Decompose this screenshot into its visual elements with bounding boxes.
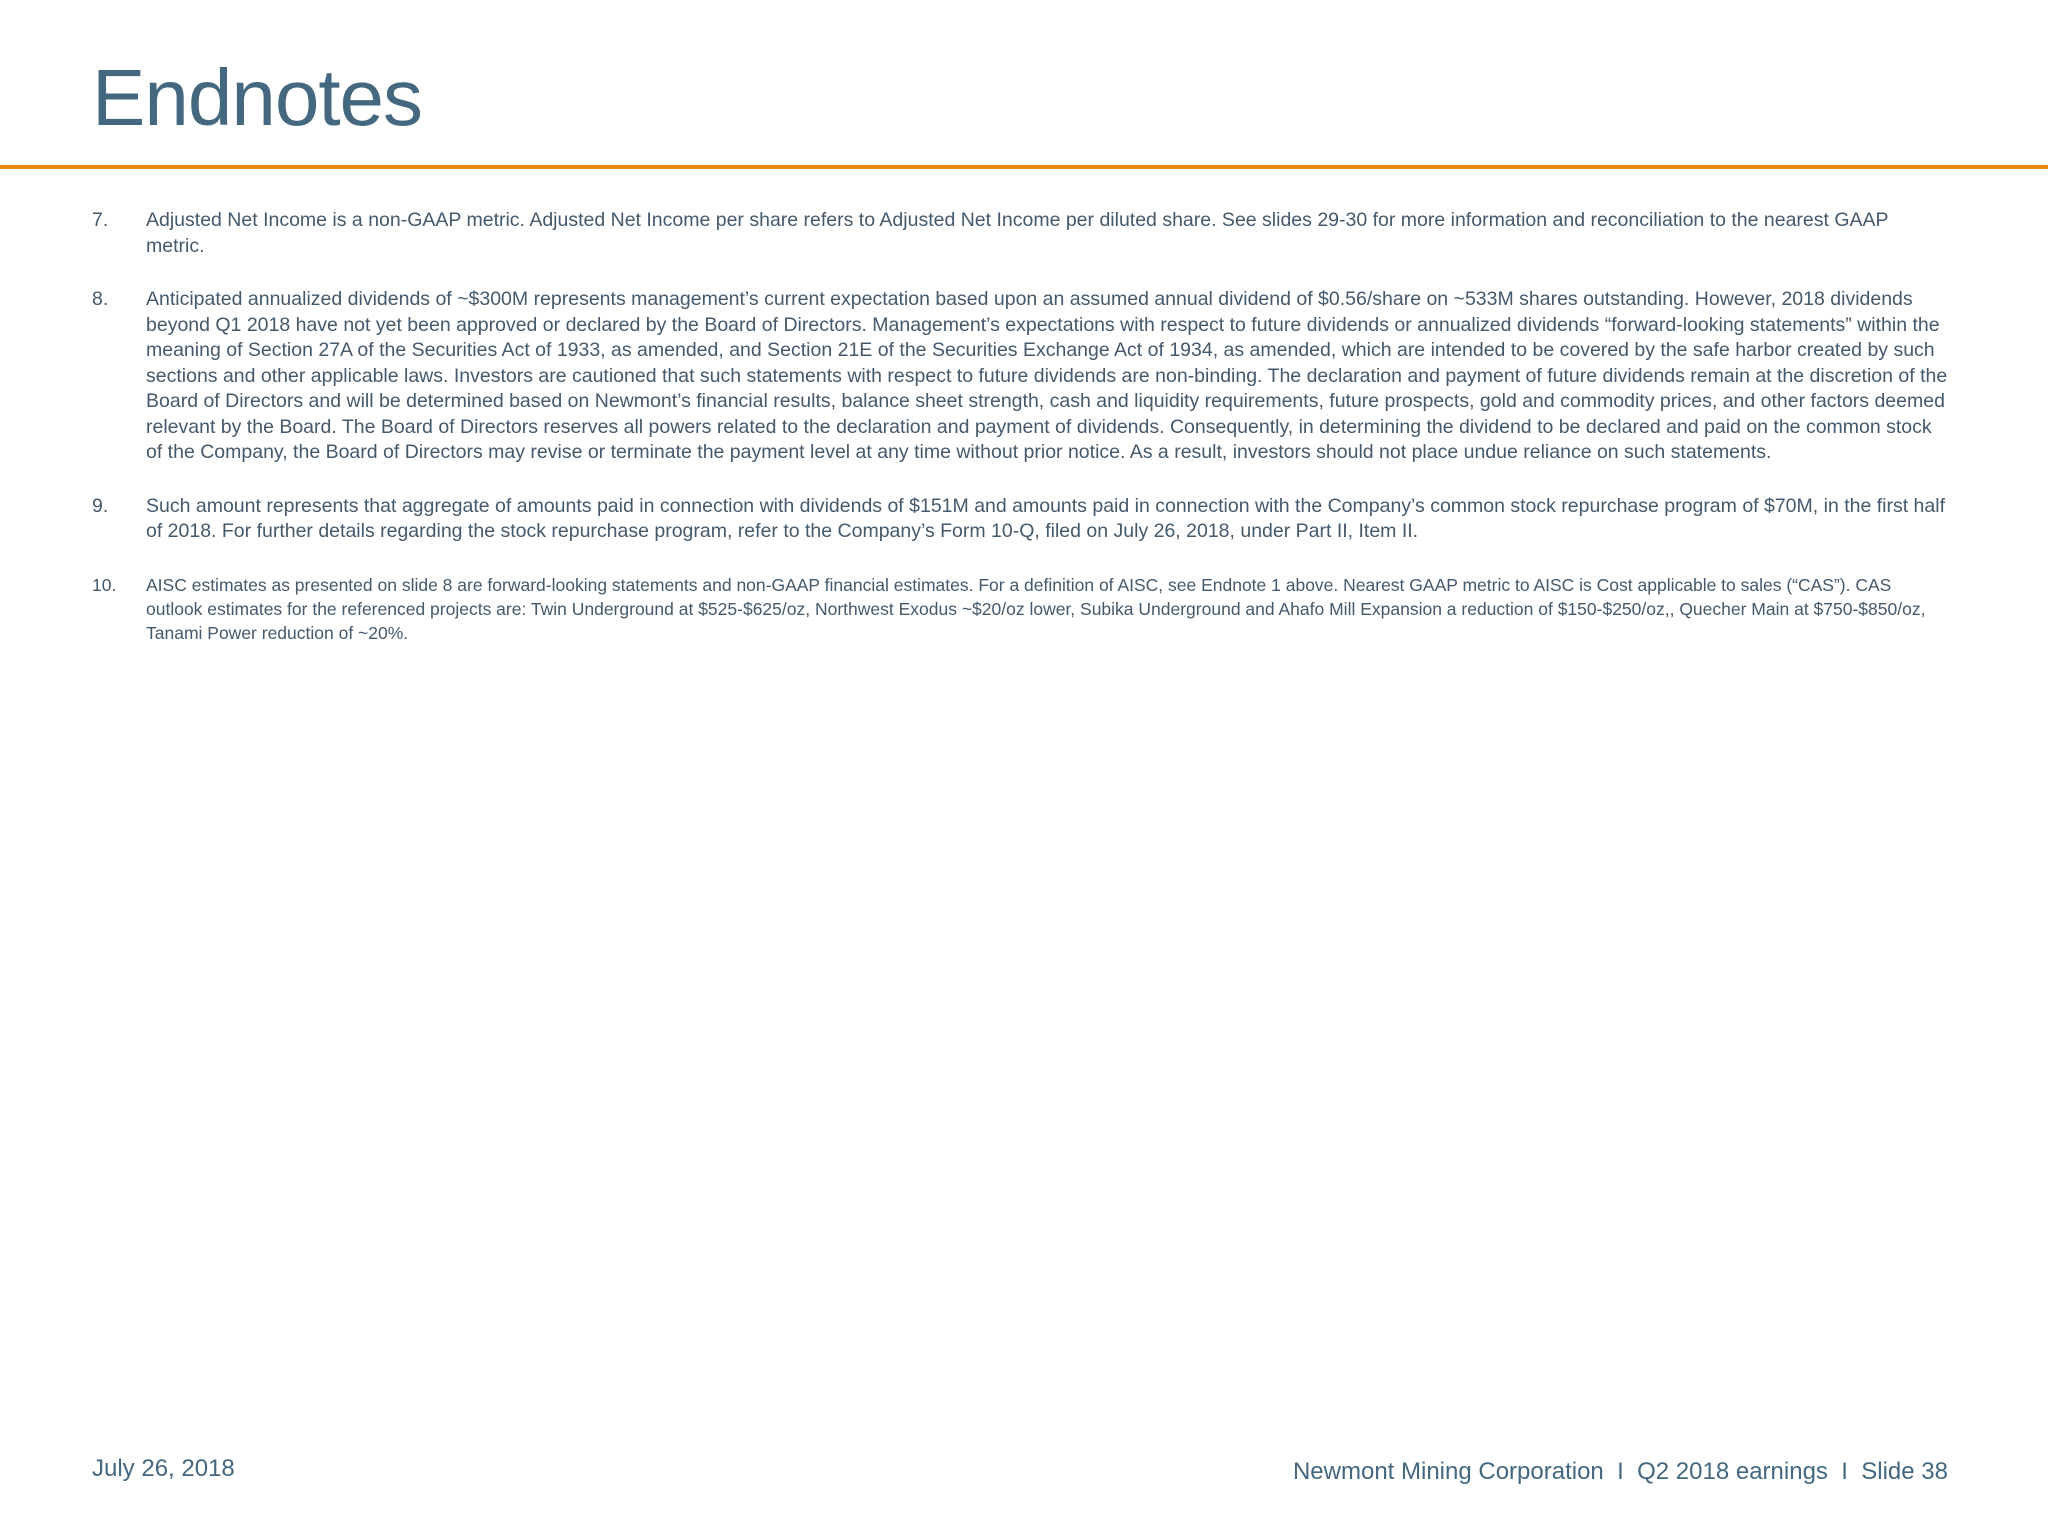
- endnote-text: Adjusted Net Income is a non-GAAP metric. Adjusted Net Income per share refers to Adjusted Net Income per diluted share. See slides 29-30 for more information and reconciliation to the nearest GAAP metric.: [146, 209, 1889, 257]
- title-divider: [0, 165, 2048, 169]
- endnotes-list: [92, 208, 1952, 673]
- endnote-number: 7.: [92, 209, 109, 231]
- page-title: Endnotes: [92, 53, 423, 142]
- endnote-number: 8.: [92, 288, 109, 310]
- footer-date: July 26, 2018: [92, 1455, 235, 1482]
- endnote-text: Such amount represents that aggregate of amounts paid in connection with dividends of $151M and amounts paid in connection with the Company’s common stock repurchase program of $70M, in the first half of 2018. For further details regarding the stock repurchase program, refer to the Company’s Form 10-Q, filed on July 26, 2018, under Part II, Item II.: [146, 494, 1945, 542]
- endnote-7: [92, 208, 1952, 259]
- endnote-text: Anticipated annualized dividends of ~$300M represents management’s current expectation based upon an assumed annual dividend of $0.56/share on ~533M shares outstanding. However, 2018 dividends beyond Q1 2018 have not yet been approved or declared by the Board of Directors. Management’s expectations with respect to future dividends or annualized dividends “forward-looking statements” within the meaning of Section 27A of the Securities Act of 1933, as amended, and Section 21E of the Securities Exchange Act of 1934, as amended, which are intended to be covered by the safe harbor created by such sections and other applicable laws. Investors are cautioned that such statements with respect to future dividends are non-binding. The declaration and payment of future dividends remain at the discretion of the Board of Directors and will be determined based on Newmont’s financial results, balance sheet strength, cash and liquidity requirements, future prospects, gold and commodity prices, and other factors deemed relevant by the Board. The Board of Directors reserves all powers related to the declaration and payment of dividends. Consequently, in determining the dividend to be declared and paid on the common stock of the Company, the Board of Directors may revise or terminate the payment level at any time without prior notice. As a result, investors should not place undue reliance on such statements.: [146, 288, 1948, 463]
- endnote-number: 10.: [92, 574, 117, 595]
- endnote-8: [92, 287, 1952, 466]
- endnote-9: [92, 494, 1952, 545]
- endnote-text: AISC estimates as presented on slide 8 are forward-looking statements and non-GAAP financial estimates. For a definition of AISC, see Endnote 1 above. Nearest GAAP metric to AISC is Cost applicable to sales (“CAS”). CAS outlook estimates for the referenced projects are: Twin Underground at $525-$625/oz, Northwest Exodus ~$20/oz lower, Subika Underground and Ahafo Mill Expansion a reduction of $150-$250/oz,, Quecher Main at $750-$850/oz, Tanami Power reduction of ~20%.: [146, 574, 1926, 643]
- endnote-10: [92, 573, 1952, 645]
- footer-slide-info: Newmont Mining Corporation I Q2 2018 earnings I Slide 38: [1292, 1458, 1948, 1485]
- endnote-number: 9.: [92, 494, 109, 517]
